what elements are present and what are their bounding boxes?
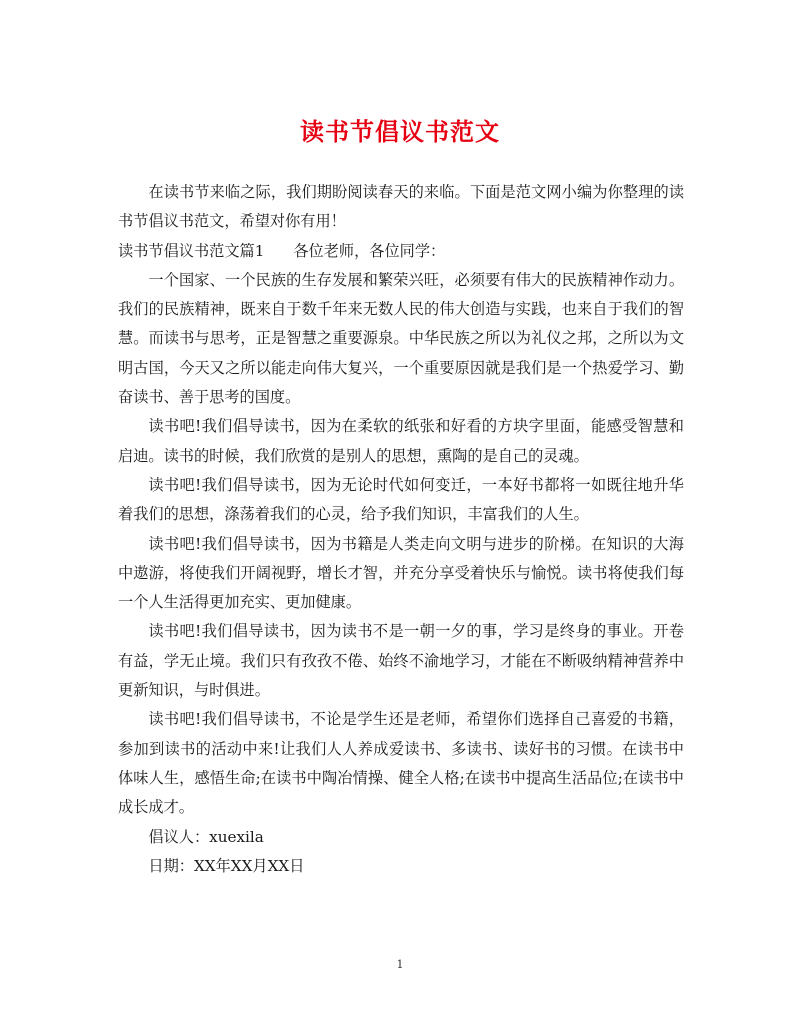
intro-paragraph: 在读书节来临之际，我们期盼阅读春天的来临。下面是范文网小编为你整理的读书节倡议书范文，希望对你有用！ <box>118 183 684 231</box>
body-paragraph: 读书吧!我们倡导读书，因为无论时代如何变迁，一本好书都将一如既往地升华着我们的思想，涤荡着我们的心灵，给予我们知识，丰富我们的人生。 <box>118 475 684 524</box>
proposer-line: 倡议人：xuexila <box>148 827 264 846</box>
document-title: 读书节倡议书范文 <box>300 117 500 146</box>
body-paragraph: 读书吧!我们倡导读书，因为在柔软的纸张和好看的方块字里面，能感受智慧和启迪。读书的时候，我们欣赏的是别人的思想，熏陶的是自己的灵魂。 <box>118 417 684 465</box>
body-paragraph: 读书吧!我们倡导读书，不论是学生还是老师，希望你们选择自己喜爱的书籍，参加到读书的活动中来!让我们人人养成爱读书、多读书、读好书的习惯。在读书中体味人生，感悟生命;在读书中陶冶情操、健全人格;在读书中提高生活品位;在读书中成长成才。 <box>118 710 684 817</box>
body-paragraph: 一个国家、一个民族的生存发展和繁荣兴旺，必须要有伟大的民族精神作动力。我们的民族精神，既来自于数千年来无数人民的伟大创造与实践，也来自于我们的智慧。而读书与思考，正是智慧之重要源泉。中华民族之所以为礼仪之邦，之所以为文明古国，今天又之所以能走向伟大复兴，一个重要原因就是我们是一个热爱学习、勤奋读书、善于思考的国度。 <box>118 270 684 407</box>
page-number: 1 <box>396 958 404 971</box>
body-paragraph: 读书吧!我们倡导读书，因为读书不是一朝一夕的事，学习是终身的事业。开卷有益，学无止境。我们只有孜孜不倦、始终不渝地学习，才能在不断吸纳精神营养中更新知识，与时俱进。 <box>118 622 684 700</box>
section-heading: 读书节倡议书范文篇1 <box>118 241 265 260</box>
section-heading-line <box>118 237 684 266</box>
greeting: 各位老师，各位同学： <box>293 241 446 260</box>
document-body <box>118 178 684 881</box>
body-paragraph: 读书吧!我们倡导读书，因为书籍是人类走向文明与进步的阶梯。在知识的大海中遨游，将使我们开阔视野，增长才智，并充分享受着快乐与愉悦。读书将使我们每一个人生活得更加充实、更加健康。 <box>118 534 684 612</box>
date-line: 日期：XX年XX月XX日 <box>148 856 305 875</box>
